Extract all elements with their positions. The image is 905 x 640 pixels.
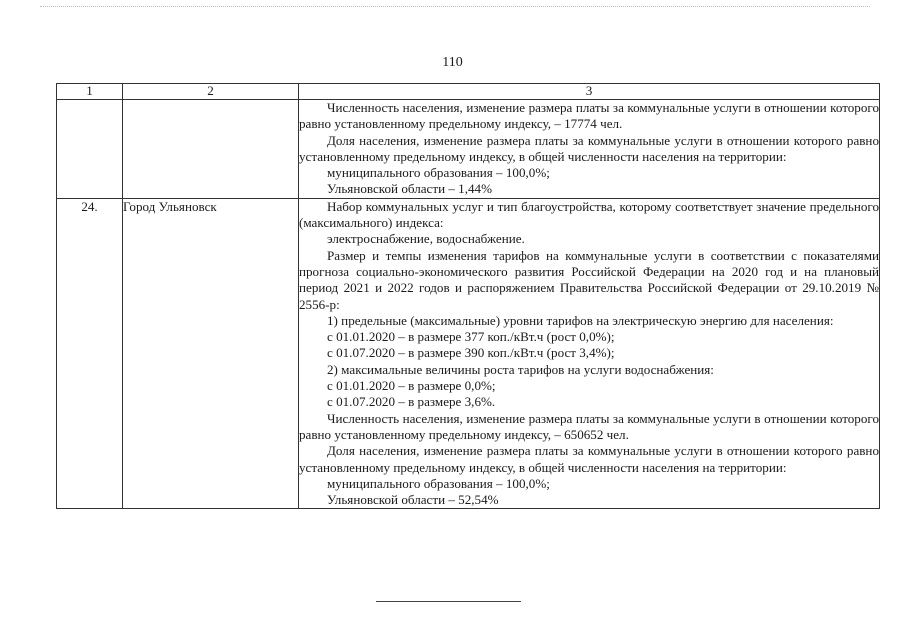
column-header-number: 1 (57, 84, 123, 100)
description-paragraph: муниципального образования – 100,0%; (327, 165, 550, 181)
description-paragraph: с 01.07.2020 – в размере 3,6%. (327, 394, 496, 410)
footer-rule (376, 601, 521, 602)
description-paragraph: с 01.01.2020 – в размере 377 коп./кВт.ч (рост 0,0%); (327, 329, 615, 345)
description-paragraph: электроснабжение, водоснабжение. (327, 231, 525, 247)
description-paragraph: Численность населения, изменение размера платы за коммунальные услуги в отношении которого равно установленному предельному индексу, – 650652 чел. (299, 410, 879, 442)
scan-edge-artifact (40, 6, 870, 7)
row-number (57, 100, 123, 199)
description-paragraph: Доля населения, изменение размера платы за коммунальные услуги в отношении которого равно установленному предельному индексу, в общей численности населения на территории: (299, 132, 879, 164)
description-paragraph: Ульяновской области – 52,54% (327, 492, 499, 508)
column-header-description: 3 (299, 84, 880, 100)
description-paragraph: 2) максимальные величины роста тарифов на услуги водоснабжения: (327, 361, 714, 377)
description-paragraph: Численность населения, изменение размера платы за коммунальные услуги в отношении которого равно установленному предельному индексу, – 17774 чел. (299, 100, 879, 132)
description-paragraph: Доля населения, изменение размера платы за коммунальные услуги в отношении которого равно установленному предельному индексу, в общей численности населения на территории: (299, 443, 879, 475)
description-cell (299, 100, 880, 199)
description-paragraph: с 01.01.2020 – в размере 0,0%; (327, 378, 496, 394)
description-paragraph: муниципального образования – 100,0%; (327, 475, 550, 491)
table-header-row (57, 84, 880, 100)
table-row (57, 100, 880, 199)
description-paragraph: Ульяновской области – 1,44% (327, 181, 493, 197)
page-number: 110 (442, 55, 463, 70)
column-header-municipality: 2 (123, 84, 299, 100)
table-row (57, 198, 880, 509)
description-paragraph: 1) предельные (максимальные) уровни тарифов на электрическую энергию для населения: (327, 312, 834, 328)
description-paragraph: Размер и темпы изменения тарифов на коммунальные услуги в соответствии с показателями прогноза социально-экономического развития Российской Федерации на 2020 год и на плановый период 2021 и 2022 годов и распоряжением Правительства Российской Федерации от 29.10.2019 № 2556-р: (299, 247, 879, 312)
municipality-name (123, 100, 299, 199)
description-paragraph: Набор коммунальных услуг и тип благоустройства, которому соответствует значение предельного (максимального) индекса: (299, 198, 879, 231)
municipality-name: Город Ульяновск (123, 198, 299, 509)
description-paragraph: с 01.07.2020 – в размере 390 коп./кВт.ч (рост 3,4%); (327, 345, 615, 361)
description-cell (299, 198, 880, 509)
regulation-table (56, 83, 880, 509)
row-number: 24. (57, 198, 123, 509)
